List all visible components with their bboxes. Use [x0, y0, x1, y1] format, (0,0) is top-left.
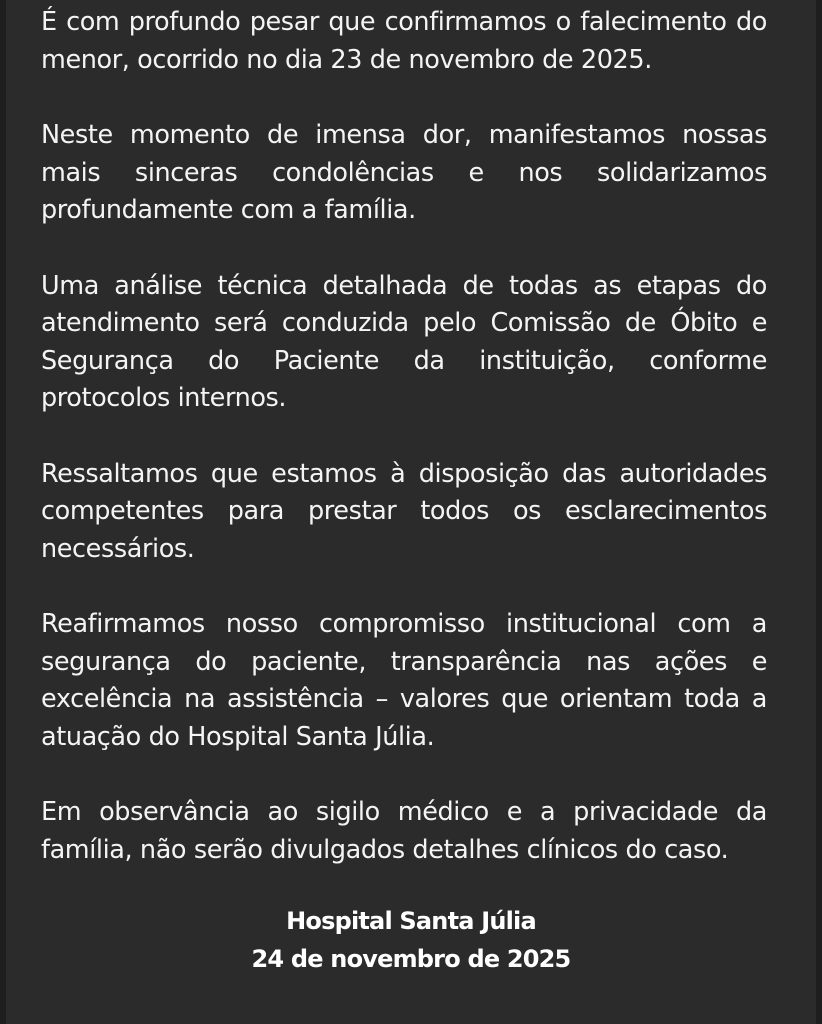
paragraph-commitment: Reafirmamos nosso compromisso institucional com a segurança do paciente, transparência nas ações e excelência na assistência – valores que orientam toda a atuação do Hospital Santa Júlia.: [41, 609, 767, 752]
paragraph-condolence-announcement: É com profundo pesar que confirmamos o falecimento do menor, ocorrido no dia 23 de novembro de 2025.: [41, 7, 767, 75]
left-edge-shadow: [0, 0, 6, 1024]
signature-organization: Hospital Santa Júlia: [286, 907, 536, 935]
paragraph-condolences: Neste momento de imensa dor, manifestamos nossas mais sinceras condolências e nos solidarizamos profundamente com a família.: [41, 120, 767, 225]
paragraph-privacy: Em observância ao sigilo médico e a privacidade da família, não serão divulgados detalhes clínicos do caso.: [41, 797, 767, 865]
signature-block: [0, 902, 822, 978]
statement-body: [41, 4, 767, 907]
signature-date: 24 de novembro de 2025: [251, 945, 571, 973]
paragraph-technical-analysis: Uma análise técnica detalhada de todas as etapas do atendimento será conduzida pelo Comissão de Óbito e Segurança do Paciente da instituição, conforme protocolos internos.: [41, 270, 767, 413]
right-edge-shadow: [816, 0, 822, 1024]
paragraph-authorities: Ressaltamos que estamos à disposição das autoridades competentes para prestar todos os esclarecimentos necessários.: [41, 458, 767, 564]
